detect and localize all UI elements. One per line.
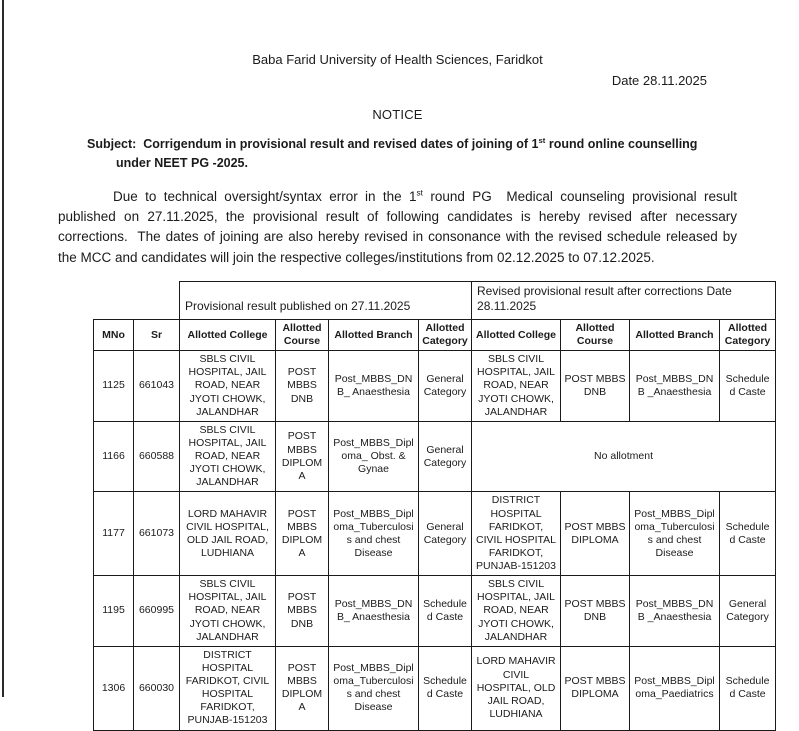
cell-category: General Category: [419, 351, 472, 422]
cell-revised-category: Scheduled Caste: [720, 646, 776, 730]
subject-line2: under NEET PG -2025.: [116, 156, 248, 171]
paragraph-text-cont: round PG Medical counseling provisional result published on 27.11.2025, the provisional result of following candidates is hereby revised after necessary corrections. The dates of joining are also hereby revised in consonance with the revised schedule released by the MCC and candidates will join the respective colleges/institutions from 02.12.2025 to 07.12.2025.: [58, 188, 741, 265]
cell-branch: Post_MBBS_DNB_ Anaesthesia: [329, 351, 419, 422]
cell-revised-college: LORD MAHAVIR CIVIL HOSPITAL, OLD JAIL ROAD, LUDHIANA: [472, 646, 561, 730]
cell-course: POST MBBS DIPLOMA: [276, 646, 329, 730]
cell-mno: 1125: [94, 351, 134, 422]
cell-college: SBLS CIVIL HOSPITAL, JAIL ROAD, NEAR JYOTI CHOWK, JALANDHAR: [180, 576, 276, 647]
page-border-line: [2, 0, 4, 697]
cell-branch: Post_MBBS_DNB_ Anaesthesia: [329, 576, 419, 647]
cell-mno: 1177: [94, 492, 134, 576]
table-row: [94, 492, 776, 576]
table-row: [94, 646, 776, 730]
col-header-revised-branch: Allotted Branch: [630, 319, 720, 350]
cell-course: POST MBBS DNB: [276, 576, 329, 647]
results-table: [93, 281, 776, 731]
cell-revised-category: General Category: [720, 576, 776, 647]
group-header-revised: Revised provisional result after corrections Date 28.11.2025: [472, 281, 776, 319]
cell-revised-college: SBLS CIVIL HOSPITAL, JAIL ROAD, NEAR JYOTI CHOWK, JALANDHAR: [472, 576, 561, 647]
col-header-college: Allotted College: [180, 319, 276, 350]
cell-sr: 661043: [134, 351, 180, 422]
cell-revised-course: POST MBBS DIPLOMA: [561, 646, 630, 730]
group-header-provisional: Provisional result published on 27.11.2025: [180, 281, 472, 319]
col-header-revised-college: Allotted College: [472, 319, 561, 350]
col-header-course: Allotted Course: [276, 319, 329, 350]
cell-revised-category: Scheduled Caste: [720, 492, 776, 576]
cell-mno: 1195: [94, 576, 134, 647]
cell-sr: 660030: [134, 646, 180, 730]
cell-no-allotment: No allotment: [472, 421, 776, 492]
university-title: Baba Farid University of Health Sciences, Faridkot: [252, 52, 543, 67]
notice-heading: NOTICE: [372, 107, 423, 122]
cell-category: Scheduled Caste: [419, 646, 472, 730]
subject-line: [58, 135, 737, 174]
cell-sr: 660995: [134, 576, 180, 647]
cell-branch: Post_MBBS_Diploma_ Obst. & Gynae: [329, 421, 419, 492]
cell-mno: 1166: [94, 421, 134, 492]
table-row: [94, 351, 776, 422]
cell-college: SBLS CIVIL HOSPITAL, JAIL ROAD, NEAR JYOTI CHOWK, JALANDHAR: [180, 351, 276, 422]
cell-sr: 661073: [134, 492, 180, 576]
cell-revised-branch: Post_MBBS_Diploma_Tuberculosis and chest Disease: [630, 492, 720, 576]
col-header-sr: Sr: [134, 319, 180, 350]
col-header-category: Allotted Category: [419, 319, 472, 350]
cell-revised-branch: Post_MBBS_DNB _Anaesthesia: [630, 576, 720, 647]
body-paragraph: [58, 187, 741, 268]
col-header-branch: Allotted Branch: [329, 319, 419, 350]
table-row: [94, 421, 776, 492]
cell-college: SBLS CIVIL HOSPITAL, JAIL ROAD, NEAR JYOTI CHOWK, JALANDHAR: [180, 421, 276, 492]
col-header-revised-category: Allotted Category: [720, 319, 776, 350]
cell-college: DISTRICT HOSPITAL FARIDKOT, CIVIL HOSPITAL FARIDKOT, PUNJAB-151203: [180, 646, 276, 730]
group-header-row: [94, 281, 776, 319]
cell-course: POST MBBS DIPLOMA: [276, 421, 329, 492]
cell-category: Scheduled Caste: [419, 576, 472, 647]
cell-branch: Post_MBBS_Diploma_Tuberculosis and chest Disease: [329, 646, 419, 730]
cell-course: POST MBBS DIPLOMA: [276, 492, 329, 576]
table-row: [94, 576, 776, 647]
subject-text-cont: round online counselling: [545, 137, 698, 151]
cell-course: POST MBBS DNB: [276, 351, 329, 422]
cell-branch: Post_MBBS_Diploma_Tuberculosis and chest Disease: [329, 492, 419, 576]
paragraph-superscript: st: [416, 187, 423, 198]
col-header-mno: MNo: [94, 319, 134, 350]
cell-revised-branch: Post_MBBS_Diploma_Paediatrics: [630, 646, 720, 730]
cell-revised-college: SBLS CIVIL HOSPITAL, JAIL ROAD, NEAR JYOTI CHOWK, JALANDHAR: [472, 351, 561, 422]
cell-revised-college: DISTRICT HOSPITAL FARIDKOT, CIVIL HOSPITAL FARIDKOT, PUNJAB-151203: [472, 492, 561, 576]
cell-sr: 660588: [134, 421, 180, 492]
date-line: Date 28.11.2025: [611, 73, 707, 88]
col-header-revised-course: Allotted Course: [561, 319, 630, 350]
subject-superscript: st: [538, 135, 546, 145]
notice-document: [58, 0, 771, 731]
column-header-row: [94, 319, 776, 350]
subject-text: Subject: Corrigendum in provisional result and revised dates of joining of 1: [87, 137, 539, 151]
cell-category: General Category: [419, 492, 472, 576]
cell-revised-branch: Post_MBBS_DNB _Anaesthesia: [630, 351, 720, 422]
group-header-empty: [94, 281, 180, 319]
cell-revised-category: Scheduled Caste: [720, 351, 776, 422]
cell-revised-course: POST MBBS DNB: [561, 351, 630, 422]
cell-college: LORD MAHAVIR CIVIL HOSPITAL, OLD JAIL ROAD, LUDHIANA: [180, 492, 276, 576]
paragraph-text: Due to technical oversight/syntax error in the 1: [113, 188, 417, 204]
cell-revised-course: POST MBBS DNB: [561, 576, 630, 647]
cell-mno: 1306: [94, 646, 134, 730]
cell-revised-course: POST MBBS DIPLOMA: [561, 492, 630, 576]
cell-category: General Category: [419, 421, 472, 492]
